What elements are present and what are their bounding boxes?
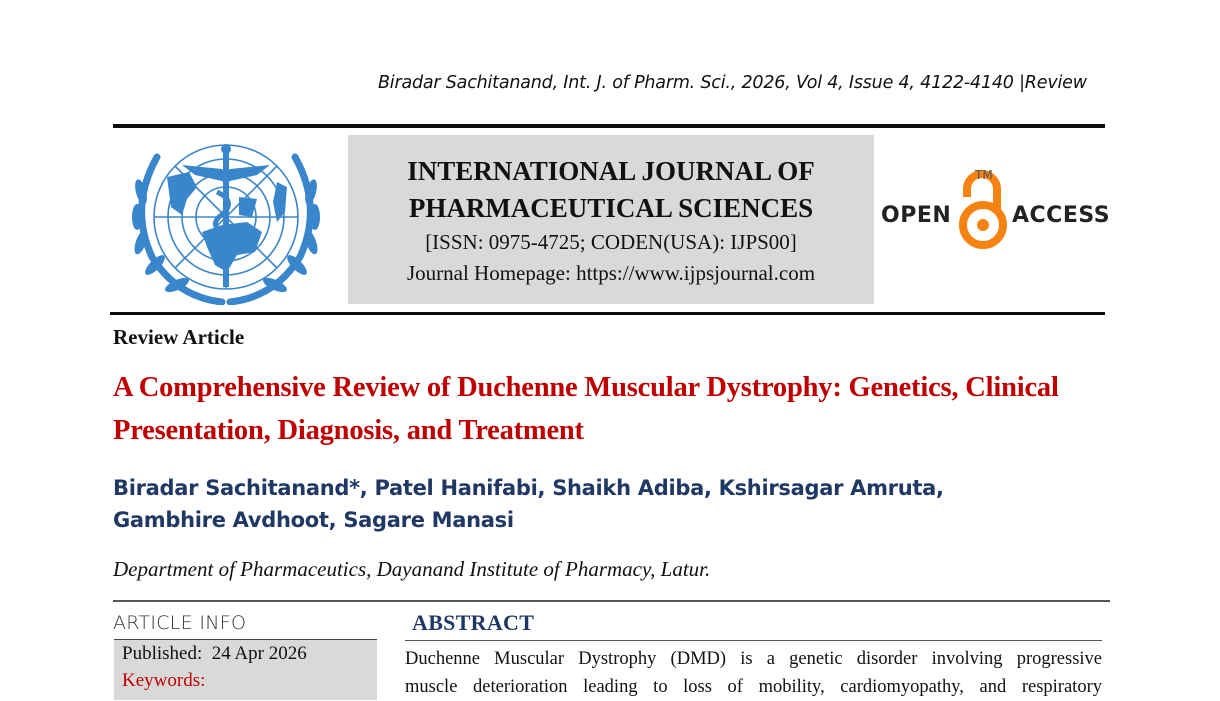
trademark-mark: TM [975,168,993,182]
section-divider [113,600,1110,602]
journal-emblem-icon [127,137,325,305]
keywords-label: Keywords: [122,670,206,691]
citation-header: Biradar Sachitanand, Int. J. of Pharm. Sci., 2026, Vol 4, Issue 4, 4122-4140 |Review [378,73,1087,93]
authors-line2: Gambhire Avdhoot, Sagare Manasi [113,508,514,532]
article-title: A Comprehensive Review of Duchenne Muscular Dystrophy: Genetics, Clinical Presentation, Diagnosis, and Treatment [113,372,1059,446]
affiliation: Department of Pharmaceutics, Dayanand Institute of Pharmacy, Latur. [113,557,711,581]
open-access-open-text: OPEN [881,203,952,228]
journal-issn: [ISSN: 0975-4725; CODEN(USA): IJPS00] [425,230,797,254]
open-access-logo [880,163,1110,253]
author-list [113,472,1113,536]
journal-name-line1: INTERNATIONAL JOURNAL OF [407,156,815,186]
journal-name [348,153,874,227]
abstract-rule [405,640,1102,641]
published-value: 24 Apr 2026 [211,643,307,664]
article-type: Review Article [113,325,245,349]
masthead-top-rule [113,124,1105,128]
article-info-heading: ARTICLE INFO [113,612,247,634]
abstract-line1: Duchenne Muscular Dystrophy (DMD) is a genetic disorder involving progressive [405,649,1102,669]
masthead-bottom-rule [110,312,1105,315]
journal-info-box [348,135,874,304]
journal-name-line2: PHARMACEUTICAL SCIENCES [408,193,814,223]
abstract-heading: ABSTRACT [412,610,535,635]
abstract-text [405,645,1102,701]
published-date [122,643,307,665]
authors-line1: Biradar Sachitanand*, Patel Hanifabi, Shaikh Adiba, Kshirsagar Amruta, [113,476,944,500]
abstract-line2: muscle deterioration leading to loss of mobility, cardiomyopathy, and respiratory [405,677,1102,697]
open-access-access-text: ACCESS [1012,203,1111,228]
journal-homepage-link[interactable]: Journal Homepage: https://www.ijpsjournal.com [406,261,816,285]
published-label: Published: [122,643,203,664]
article-info-box [114,640,377,700]
